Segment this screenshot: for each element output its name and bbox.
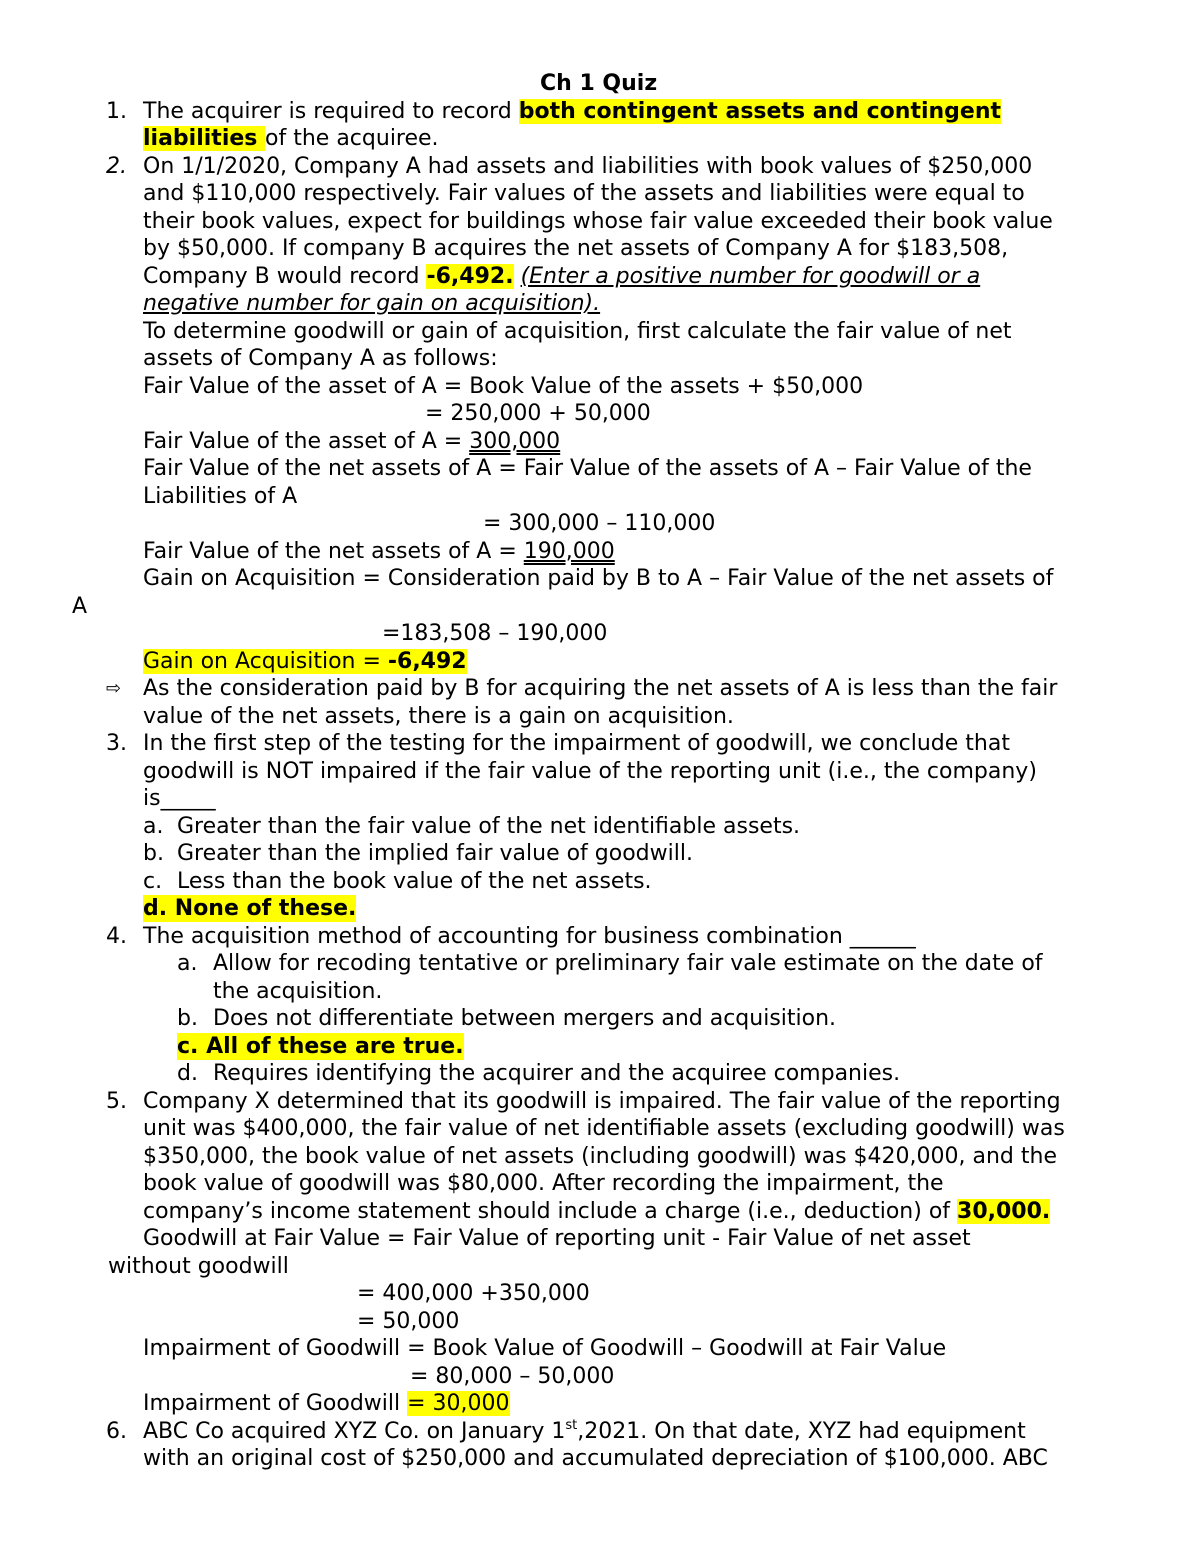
q3-option-letter: c. bbox=[143, 869, 163, 894]
q1-answer-highlight: both contingent assets and contingent bbox=[518, 99, 1002, 124]
q2-result-asset: 300,000 bbox=[469, 429, 561, 454]
q4-option-b: Does not differentiate between mergers and acquisition. bbox=[213, 1006, 837, 1031]
q1-answer-highlight-2: liabilities bbox=[143, 126, 266, 151]
q6-number: 6. bbox=[106, 1419, 127, 1444]
q5-line-12 bbox=[143, 1390, 510, 1417]
q2-line-3: their book values, expect for buildings whose fair value exceeded their book value bbox=[143, 209, 1053, 234]
q5-line-11: = 80,000 – 50,000 bbox=[410, 1364, 615, 1389]
q6-superscript: st bbox=[565, 1418, 578, 1433]
q2-text: Fair Value of the asset of A = bbox=[143, 429, 470, 454]
q6-text-cont: ,2021. On that date, XYZ had equipment bbox=[577, 1419, 1026, 1444]
q5-line-1: Company X determined that its goodwill is impaired. The fair value of the reporting bbox=[143, 1089, 1061, 1114]
q2-gain-value: -6,492 bbox=[387, 649, 467, 674]
q6-line-1 bbox=[143, 1418, 1026, 1445]
q2-line-10: = 250,000 + 50,000 bbox=[425, 401, 651, 426]
q2-line-8: assets of Company A as follows: bbox=[143, 346, 498, 371]
q3-line-3: is_____ bbox=[143, 786, 216, 811]
q5-text: Impairment of Goodwill bbox=[143, 1391, 408, 1416]
page-title: Ch 1 Quiz bbox=[540, 71, 658, 96]
q2-result-net-assets: 190,000 bbox=[523, 539, 615, 564]
q1-line-2 bbox=[143, 125, 439, 152]
q2-gain-label: Gain on Acquisition = bbox=[143, 649, 388, 674]
q5-line-9: = 50,000 bbox=[357, 1309, 460, 1334]
q2-line-20: As the consideration paid by B for acquiring the net assets of A is less than the fair bbox=[143, 676, 1058, 701]
q5-answer-highlight: 30,000. bbox=[957, 1199, 1051, 1224]
q4-option-letter: a. bbox=[177, 951, 198, 976]
q2-instruction: (Enter a positive number for goodwill or a bbox=[520, 264, 981, 289]
q5-line-2: unit was $400,000, the fair value of net identifiable assets (excluding goodwill) was bbox=[143, 1116, 1065, 1141]
q4-option-c-text: All of these are true. bbox=[206, 1034, 464, 1059]
q2-line-19 bbox=[143, 648, 467, 675]
q2-line-15 bbox=[143, 538, 615, 565]
q2-line-7: To determine goodwill or gain of acquisition, first calculate the fair value of net bbox=[143, 319, 1012, 344]
q2-line-21: value of the net assets, there is a gain on acquisition. bbox=[143, 704, 734, 729]
q5-line-3: $350,000, the book value of net assets (including goodwill) was $420,000, and the bbox=[143, 1144, 1057, 1169]
q6-line-2: with an original cost of $250,000 and accumulated depreciation of $100,000. ABC bbox=[143, 1446, 1048, 1471]
q4-option-letter: d. bbox=[177, 1061, 198, 1086]
q3-number: 3. bbox=[106, 731, 127, 756]
q4-line-1: The acquisition method of accounting for business combination ______ bbox=[143, 924, 916, 949]
q2-line-4: by $50,000. If company B acquires the net assets of Company A for $183,508, bbox=[143, 236, 1009, 261]
q3-option-letter: a. bbox=[143, 814, 164, 839]
q3-option-d-answer bbox=[143, 895, 356, 922]
q5-line-8: = 400,000 +350,000 bbox=[357, 1281, 590, 1306]
arrow-icon: ⇨ bbox=[106, 678, 122, 699]
q1-line-1 bbox=[143, 98, 1001, 125]
q2-line-16: Gain on Acquisition = Consideration paid by B to A – Fair Value of the net assets of bbox=[143, 566, 1054, 591]
q5-number: 5. bbox=[106, 1089, 127, 1114]
q2-instruction-2: negative number for gain on acquisition). bbox=[143, 291, 601, 316]
q5-line-5 bbox=[143, 1198, 1050, 1225]
q2-line-1: On 1/1/2020, Company A had assets and liabilities with book values of $250,000 bbox=[143, 154, 1033, 179]
q5-line-4: book value of goodwill was $80,000. After recording the impairment, the bbox=[143, 1171, 944, 1196]
q2-number: 2. bbox=[106, 154, 127, 179]
q2-line-17: A bbox=[72, 594, 88, 619]
q2-text: Company B would record bbox=[143, 264, 427, 289]
q5-line-10: Impairment of Goodwill = Book Value of Goodwill – Goodwill at Fair Value bbox=[143, 1336, 947, 1361]
q2-line-18: =183,508 – 190,000 bbox=[382, 621, 608, 646]
q5-result-highlight: = 30,000 bbox=[407, 1391, 510, 1416]
q3-option-b: Greater than the implied fair value of goodwill. bbox=[177, 841, 693, 866]
q5-text: company’s income statement should include a charge (i.e., deduction) of bbox=[143, 1199, 958, 1224]
q2-line-9: Fair Value of the asset of A = Book Value of the assets + $50,000 bbox=[143, 374, 864, 399]
q1-text: The acquirer is required to record bbox=[143, 99, 519, 124]
q4-option-d: Requires identifying the acquirer and the acquiree companies. bbox=[213, 1061, 901, 1086]
q4-option-letter: c. bbox=[177, 1034, 199, 1059]
q3-option-letter: b. bbox=[143, 841, 164, 866]
q4-option-a: Allow for recoding tentative or preliminary fair vale estimate on the date of bbox=[213, 951, 1043, 976]
q2-line-11 bbox=[143, 428, 560, 455]
q3-line-1: In the first step of the testing for the impairment of goodwill, we conclude that bbox=[143, 731, 1010, 756]
q3-option-a: Greater than the fair value of the net identifiable assets. bbox=[177, 814, 801, 839]
q5-line-7: without goodwill bbox=[108, 1254, 289, 1279]
q2-line-12: Fair Value of the net assets of A = Fair Value of the assets of A – Fair Value of the bbox=[143, 456, 1032, 481]
q1-number: 1. bbox=[106, 99, 127, 124]
q4-option-c-answer bbox=[177, 1033, 464, 1060]
q6-text: ABC Co acquired XYZ Co. on January 1 bbox=[143, 1419, 566, 1444]
q3-option-c: Less than the book value of the net assets. bbox=[177, 869, 652, 894]
q2-answer-highlight: -6,492. bbox=[426, 264, 514, 289]
q3-option-letter: d. bbox=[143, 896, 168, 921]
q4-option-letter: b. bbox=[177, 1006, 198, 1031]
q2-line-13: Liabilities of A bbox=[143, 484, 298, 509]
q3-option-d-text: None of these. bbox=[174, 896, 357, 921]
q2-line-14: = 300,000 – 110,000 bbox=[483, 511, 716, 536]
q2-line-2: and $110,000 respectively. Fair values of the assets and liabilities were equal to bbox=[143, 181, 1025, 206]
q4-option-a-cont: the acquisition. bbox=[213, 979, 383, 1004]
q3-line-2: goodwill is NOT impaired if the fair value of the reporting unit (i.e., the company) bbox=[143, 759, 1037, 784]
q5-line-6: Goodwill at Fair Value = Fair Value of reporting unit - Fair Value of net asset bbox=[143, 1226, 971, 1251]
q1-text-end: of the acquiree. bbox=[265, 126, 439, 151]
q2-line-5 bbox=[143, 263, 980, 290]
q2-text: Fair Value of the net assets of A = bbox=[143, 539, 524, 564]
q4-number: 4. bbox=[106, 924, 127, 949]
